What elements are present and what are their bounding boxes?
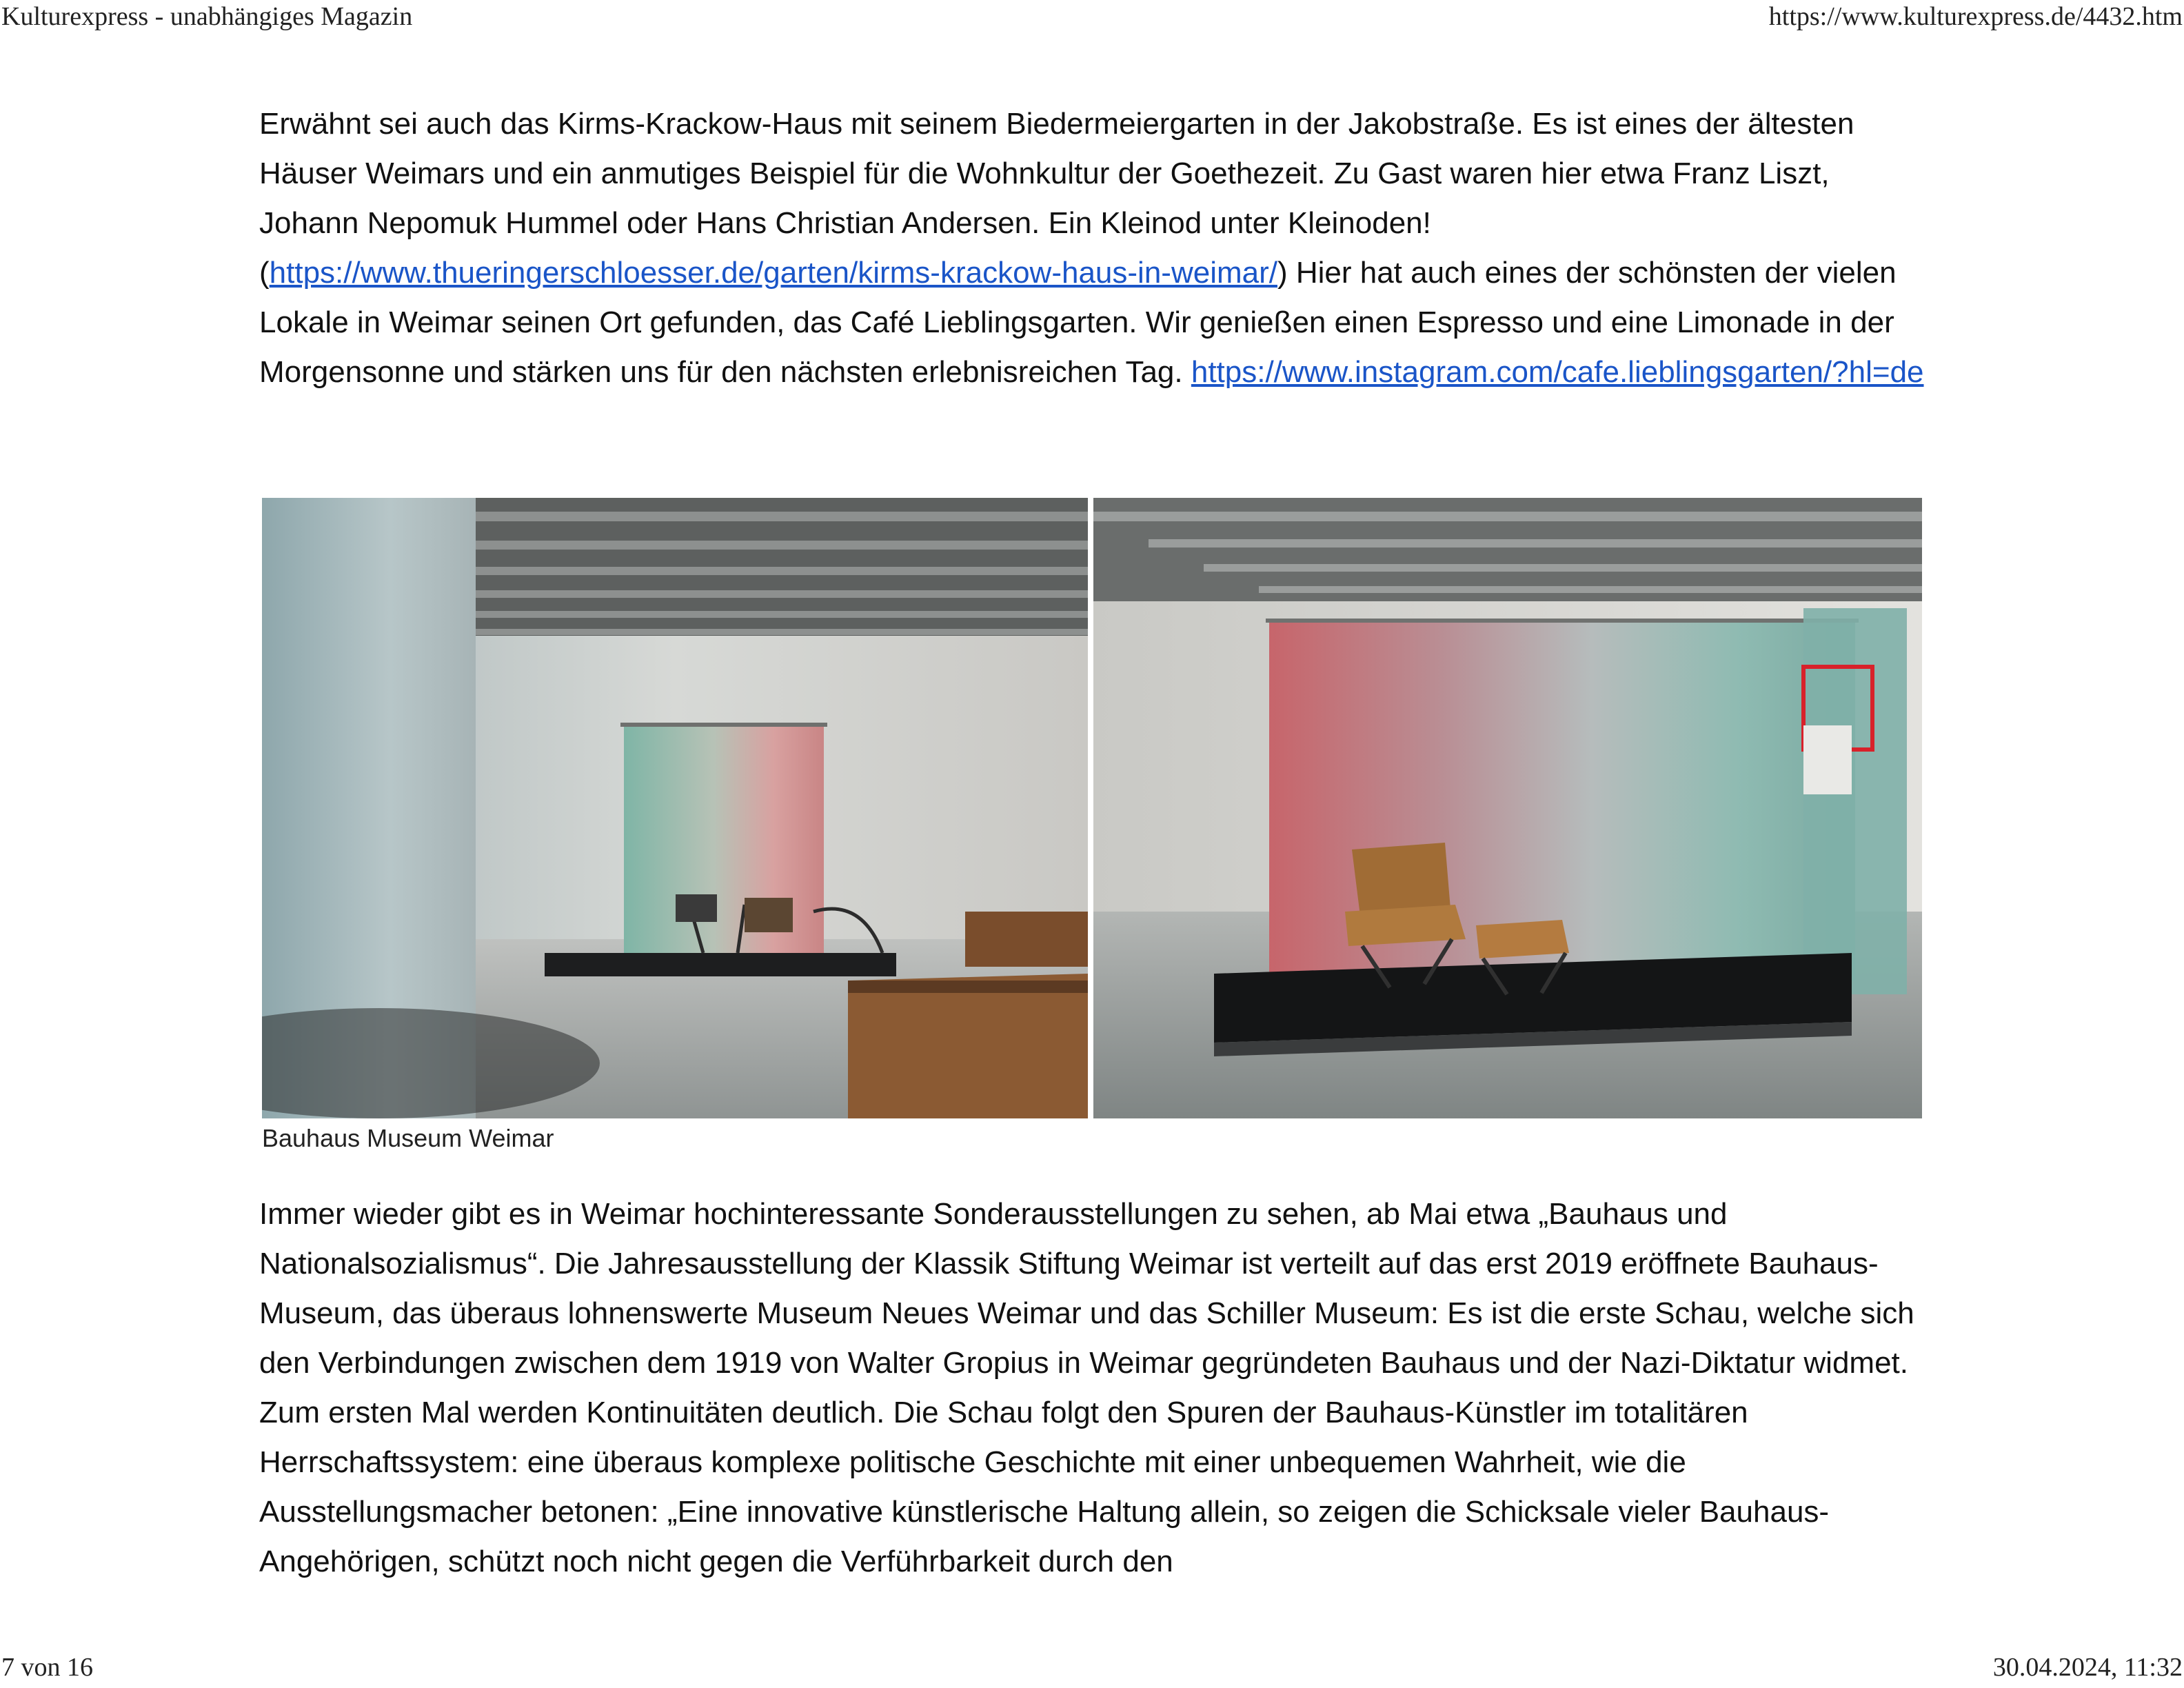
paragraph-text: Erwähnt sei auch das Kirms-Krackow-Haus mit seinem Biedermeiergarten in der Jakobstraße. Es ist eines der ältesten Häuser Weimars und ein anmutiges Beispiel für die Wohnkultur der Goethezeit. Zu Gast waren hier etwa Franz Liszt, Johann Nepomuk Hummel oder Hans Christian Andersen. Ein Kleinod unter Kleinoden! ( [259, 107, 1854, 290]
barcelona-chair-image [1093, 498, 1922, 1118]
instagram-link[interactable]: https://www.instagram.com/cafe.lieblingsgarten/?hl=de [1191, 355, 1924, 389]
thueringerschloesser-link[interactable]: https://www.thueringerschloesser.de/garten/kirms-krackow-haus-in-weimar/ [269, 256, 1277, 290]
figure-caption: Bauhaus Museum Weimar [262, 1124, 554, 1152]
article-paragraph-2: Immer wieder gibt es in Weimar hochinteressante Sonderausstellungen zu sehen, ab Mai etwa „Bauhaus und Nationalsozialismus“. Die Jahresausstellung der Klassik Stiftung Weimar ist verteilt auf das erst 2019 eröffnete Bauhaus-Museum, das überaus lohnenswerte Museum Neues Weimar und das Schiller Museum: Es ist die erste Schau, welche sich den Verbindungen zwischen dem 1919 von Walter Gropius in Weimar gegründeten Bauhaus und der Nazi-Diktatur widmet. Zum ersten Mal werden Kontinuitäten deutlich. Die Schau folgt den Spuren der Bauhaus-Künstler im totalitären Herrschaftssystem: eine überaus komplexe politische Geschichte mit einer unbequemen Wahrheit, wie die Ausstellungsmacher betonen: „Eine innovative künstlerische Haltung allein, so zeigen die Schicksale vieler Bauhaus-Angehörigen, schützt noch nicht gegen die Verführbarkeit durch den [259, 1197, 1914, 1578]
print-datetime: 30.04.2024, 11:32 [1992, 1653, 2183, 1682]
museum-photo-left [262, 498, 1088, 1118]
museum-photo-figure [262, 498, 1922, 1118]
article-paragraph-1 [259, 99, 1928, 397]
paragraph-text: ) Hier hat auch eines der schönsten der vielen Lokale in Weimar seinen Ort gefunden, das Café Lieblingsgarten. Wir genießen einen Espresso und eine Limonade in der Morgensonne und stärken uns für den nächsten erlebnisreichen Tag. [259, 256, 1897, 389]
exhibition-hall-image [262, 498, 1088, 1118]
page-title: Kulturexpress - unabhängiges Magazin [1, 2, 413, 31]
museum-photo-right [1093, 498, 1922, 1118]
page-number: 7 von 16 [1, 1653, 93, 1682]
page-url: https://www.kulturexpress.de/4432.htm [1768, 2, 2183, 31]
